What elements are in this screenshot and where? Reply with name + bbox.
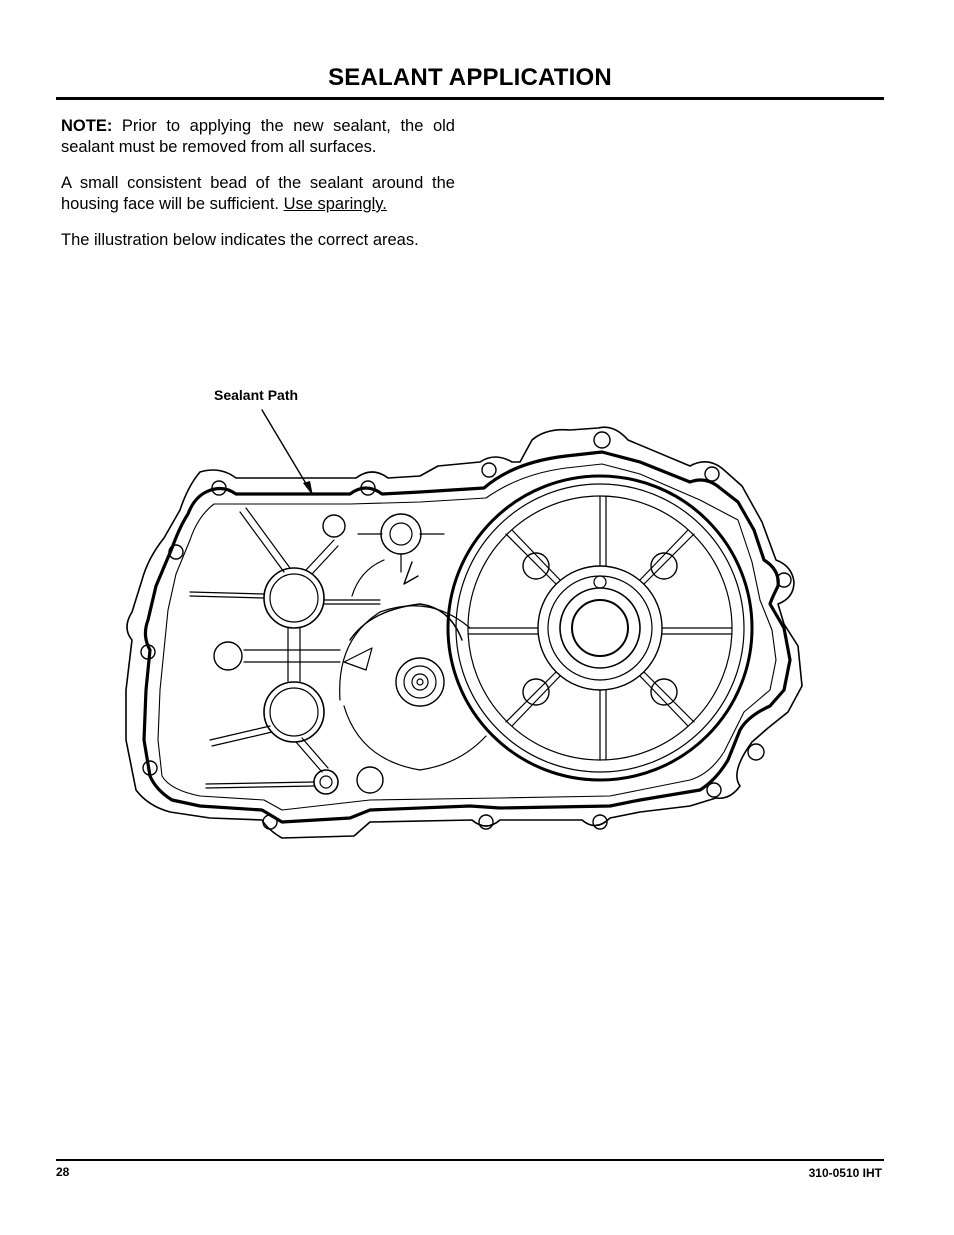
sealant-path-label: Sealant Path: [214, 387, 299, 403]
illustration-paragraph: The illustration below indicates the correct areas.: [61, 231, 419, 249]
large-bearing-housing: [448, 476, 752, 780]
bolt-hole: [594, 432, 610, 448]
callout-leader-line: [262, 410, 311, 492]
use-sparingly-text: Use sparingly.: [283, 195, 387, 213]
center-gear-chamber: [340, 560, 486, 770]
left-shaft-bosses: [190, 508, 444, 794]
bolt-holes: [141, 432, 791, 829]
footer-divider: [56, 1159, 884, 1161]
note-label: NOTE:: [61, 117, 113, 135]
page-number: 28: [56, 1165, 70, 1179]
note-text: Prior to applying the new sealant, the old sealant must be removed from all surfaces.: [61, 117, 455, 156]
bolt-hole: [705, 467, 719, 481]
bolt-hole: [482, 463, 496, 477]
bead-text: A small consistent bead of the sealant around the housing face will be sufficient.: [61, 174, 455, 213]
inner-housing-contour: [158, 464, 776, 810]
bolt-hole: [748, 744, 764, 760]
bolt-hole: [263, 815, 277, 829]
bolt-hole: [479, 815, 493, 829]
bolt-hole: [707, 783, 721, 797]
document-id: 310-0510 IHT: [808, 1166, 882, 1180]
page-title: SEALANT APPLICATION: [328, 64, 612, 91]
